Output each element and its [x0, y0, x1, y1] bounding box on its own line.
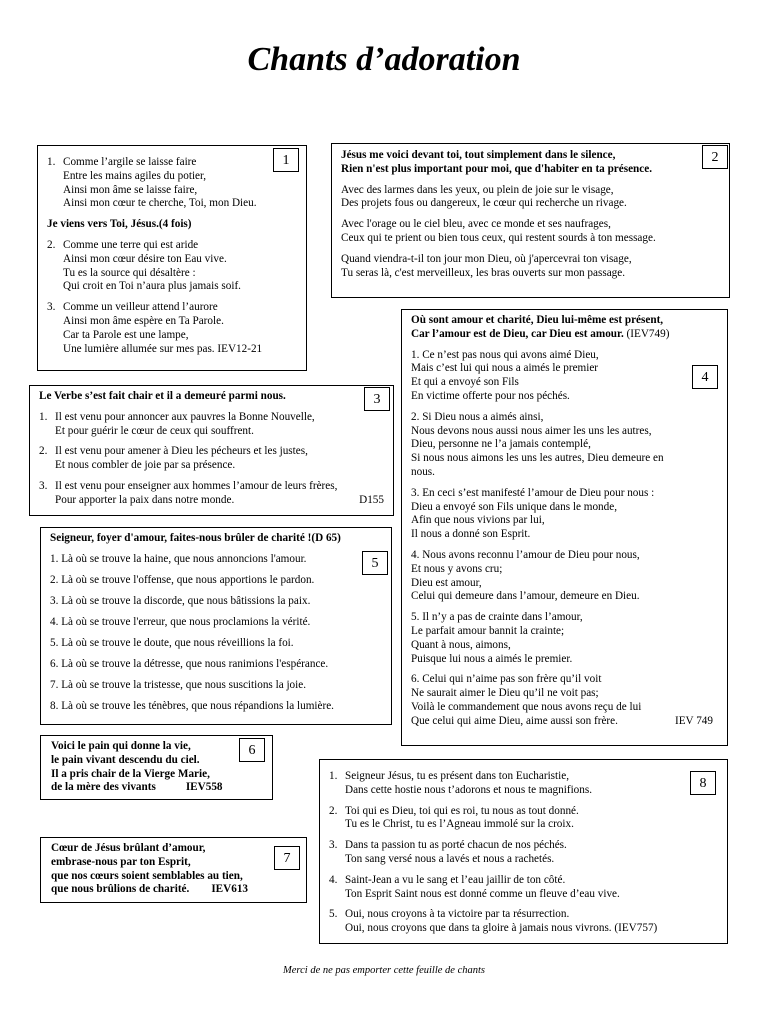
verse-2: 2. Comme une terre qui est aride Ainsi mon cœur désire ton Eau vive. Tu es la source qui désaltère : Qui croit en Toi n’aura plus jamais soif.	[47, 238, 241, 293]
refrain-line: Jésus me voici devant toi, tout simplement dans le silence,	[341, 149, 616, 161]
page-title: Chants d’adoration	[247, 41, 521, 78]
chant-number-4: 4	[692, 365, 718, 389]
song-code: IEV558	[185, 781, 223, 794]
chant-box-7: 7 Cœur de Jésus brûlant d’amour, embrase-nous par ton Esprit, que nos cœurs soient semblables au tien, que nous brûlions de charité. IEV613	[40, 837, 307, 903]
chant-box-6: 6 Voici le pain qui donne la vie, le pain vivant descendu du ciel. Il a pris chair de la Vierge Marie, de la mère des vivants IEV558	[40, 735, 273, 800]
verse-1: 1. Seigneur Jésus, tu es présent dans ton Eucharistie, Dans cette hostie nous t’adorons et nous te magnifions.	[329, 770, 593, 796]
chant-box-2	[331, 143, 730, 298]
verse-line: 5. Là où se trouve le doute, que nous réveillions la foi.	[50, 637, 294, 650]
verse-3: 3. Dans ta passion tu as porté chacun de nos péchés. Ton sang versé nous a lavés et nous a rachetés.	[329, 839, 567, 865]
stanza-line: Avec l'orage ou le ciel bleu, avec ce monde et ses naufrages,	[341, 218, 611, 231]
footer-note: Merci de ne pas emporter cette feuille de chants	[283, 965, 485, 976]
verse-line: 7. Là où se trouve la tristesse, que nous suscitions la joie.	[50, 679, 307, 692]
chant-number-7: 7	[274, 846, 300, 870]
verse-1: 1. Comme l’argile se laisse faire Entre les mains agiles du potier, Ainsi mon âme se laisse faire, Ainsi mon cœur te cherche, Toi, mon Dieu.	[47, 156, 257, 210]
song-code: (IEV757)	[614, 922, 658, 935]
stanza-line: Des projets fous ou dangereux, le cœur qui recherche un rivage.	[341, 197, 627, 210]
chant-box-4: 4 Où sont amour et charité, Dieu lui-même est présent, Car l’amour est de Dieu, car Dieu est amour. (IEV749) 1. Ce n’est pas nous qui avons aimé Dieu, Mais c’est lui qui nous a aimés le premier Et qui a envoyé son Fils En victime offerte pour nos péchés. 2. Si Dieu nous a aimés ainsi, Nous devons nous aussi nous aimer les uns les autres, Dieu, personne ne l’a jamais contemplé, Si nous nous aimons les uns les autres, Dieu demeure en nous. 3. En ceci s’est manifesté l’amour de Dieu pour nous : Dieu a envoyé son Fils unique dans le monde, Afin que nous vivions par lui, Il nous a donné son Esprit. 4. Nous avons reconnu l’amour de Dieu pour nous, Et nous y avons cru; Dieu est amour, Celui qui demeure dans l’amour, demeure en Dieu. 5. Il n’y a pas de crainte dans l’amour, Le parfait amour bannit la crainte; Quant à nous, aimons, Puisque lui nous a aimés le premier. 6. Celui qui n’aime pas son frère qu’il voit Ne saurait aimer le Dieu qu’il ne voit pas; Voilà le commandement que nous avons reçu de lui Que celui qui aime Dieu, aime aussi son frère. IEV 749	[401, 309, 728, 746]
verse-5: 5. Oui, nous croyons à ta victoire par ta résurrection. Oui, nous croyons que dans ta gloire à jamais nous vivrons. (IEV757)	[329, 908, 658, 935]
song-code: (IEV749)	[626, 327, 670, 340]
verse-2: 2. Il est venu pour amener à Dieu les pécheurs et les justes, Et nous combler de joie par sa présence.	[39, 445, 308, 472]
chant-box-8	[319, 759, 728, 944]
song-code: IEV 749	[674, 714, 713, 727]
stanza-line: Tu seras là, c'est merveilleux, les bras ouverts sur mon passage.	[341, 266, 626, 279]
stanza-line: Ceux qui te prient ou bien tous ceux, qui restent sourds à ton message.	[341, 231, 656, 244]
song-code: IEV613	[211, 883, 249, 896]
chant-number-8: 8	[690, 771, 716, 795]
chant-number-3: 3	[364, 387, 390, 411]
verse-line: 4. Là où se trouve l'erreur, que nous proclamions la vérité.	[50, 616, 311, 629]
refrain-line: Le Verbe s’est fait chair et il a demeuré parmi nous.	[39, 390, 286, 402]
verse-1: 1. Il est venu pour annoncer aux pauvres la Bonne Nouvelle, Et pour guérir le cœur de ceux qui souffrent.	[39, 410, 315, 437]
verse-3: 3. Comme un veilleur attend l’aurore Ainsi mon âme espère en Ta Parole. Car ta Parole est une lampe, Une lumière allumée sur mes pas. IEV12-21	[47, 301, 263, 355]
song-code: D155	[359, 493, 384, 506]
chant-box-3	[29, 385, 394, 516]
verse-line: 8. Là où se trouve les ténèbres, que nous répandions la lumière.	[50, 700, 334, 713]
verse-line: 3. Là où se trouve la discorde, que nous bâtissions la paix.	[50, 594, 311, 607]
chant-number-1: 1	[273, 148, 299, 172]
verse-line: 1. Là où se trouve la haine, que nous annoncions l'amour.	[50, 552, 307, 565]
verse-line: 6. Là où se trouve la détresse, que nous ranimions l'espérance.	[50, 658, 329, 671]
verse-3: 3. Il est venu pour enseigner aux hommes l’amour de leurs frères, Pour apporter la paix dans notre monde. D155	[39, 479, 384, 506]
chant-box-5	[40, 527, 392, 725]
chant-number-6: 6	[239, 738, 265, 762]
verse-2: 2. Toi qui es Dieu, toi qui es roi, tu nous as tout donné. Tu es le Christ, tu es l’Agneau immolé sur la croix.	[329, 804, 579, 831]
verse-4: 4. Saint-Jean a vu le sang et l’eau jaillir de ton côté. Ton Esprit Saint nous est donné comme un fleuve d’eau vive.	[329, 873, 620, 900]
refrain-line: Rien n'est plus important pour moi, que d'habiter en ta présence.	[341, 162, 652, 175]
chant-number-5: 5	[362, 551, 388, 575]
refrain-line: Seigneur, foyer d'amour, faites-nous brûler de charité !(D 65)	[50, 532, 341, 544]
refrain-line: Car l’amour est de Dieu, car Dieu est amour.	[411, 327, 624, 340]
verse-line: 2. Là où se trouve l'offense, que nous apportions le pardon.	[50, 573, 315, 586]
stanza-line: Quand viendra-t-il ton jour mon Dieu, où j'apercevrai ton visage,	[341, 252, 632, 265]
refrain-line: Où sont amour et charité, Dieu lui-même est présent,	[411, 314, 664, 326]
stanza-line: Avec des larmes dans les yeux, ou plein de joie sur le visage,	[341, 183, 614, 196]
chant-box-1	[37, 145, 307, 371]
refrain: Je viens vers Toi, Jésus.(4 fois)	[47, 218, 192, 231]
chant-number-2: 2	[702, 145, 728, 169]
